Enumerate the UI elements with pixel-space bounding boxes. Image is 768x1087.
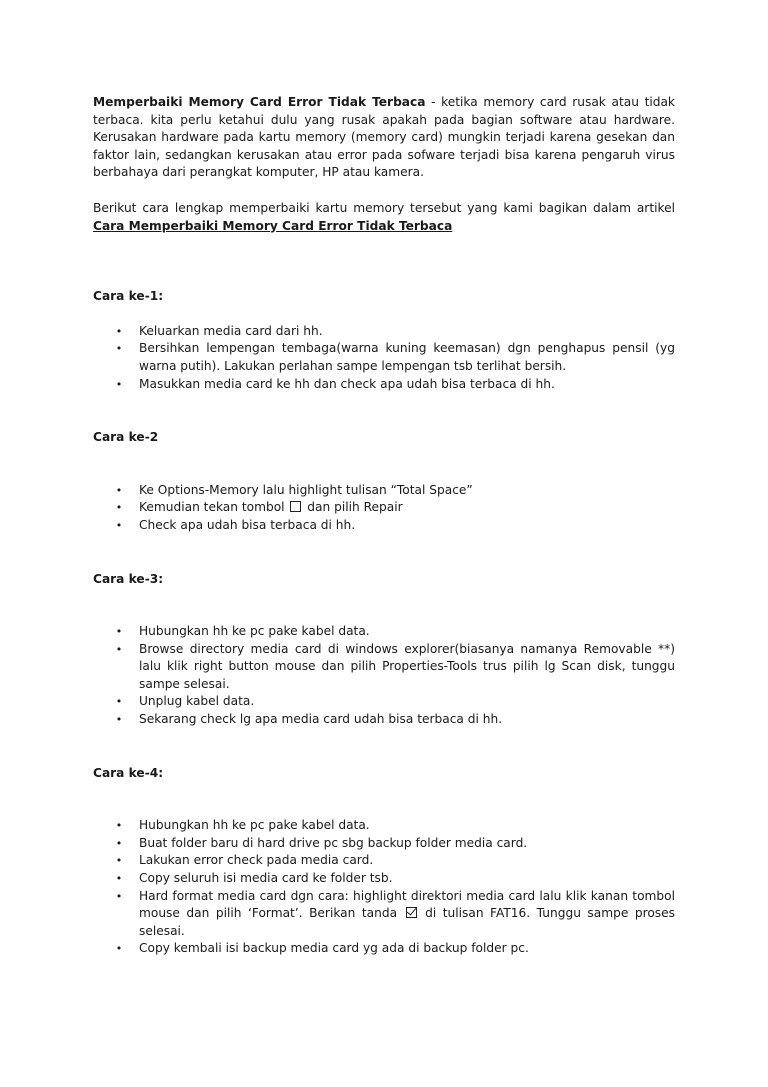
bullet-icon: • [115, 642, 123, 656]
bullet-icon: • [115, 872, 123, 886]
list-item: • Lakukan error check pada media card. [93, 852, 675, 870]
list-item: • Copy kembali isi backup media card yg ada di backup folder pc. [93, 940, 675, 958]
intro-paragraph [93, 94, 675, 182]
bullet-icon: • [115, 324, 123, 338]
article-text: Berikut cara lengkap memperbaiki kartu memory tersebut yang kami bagikan dalam artikel [93, 200, 675, 215]
list-item: • Unplug kabel data. [93, 693, 675, 711]
list-item: • Kemudian tekan tombol dan pilih Repair [93, 499, 675, 517]
bullet-icon: • [115, 377, 123, 391]
checkbox-icon [406, 907, 417, 918]
bullet-icon: • [115, 713, 123, 727]
list-item: • Keluarkan media card dari hh. [93, 323, 675, 341]
list-item: • Copy seluruh isi media card ke folder tsb. [93, 870, 675, 888]
bullet-icon: • [115, 518, 123, 532]
bullet-icon: • [115, 819, 123, 833]
list-item: • Ke Options-Memory lalu highlight tulisan “Total Space” [93, 482, 675, 500]
list-item: • Hubungkan hh ke pc pake kabel data. [93, 817, 675, 835]
section-heading-3: Cara ke-3: [93, 571, 164, 586]
bullet-icon: • [115, 889, 123, 903]
list-item: • Hard format media card dgn cara: highlight direktori media card lalu klik kanan tombol mouse dan pilih ‘Format’. Berikan tanda di tulisan FAT16. Tunggu sampe proses selesai. [93, 888, 675, 941]
steps-list-2 [93, 482, 675, 535]
steps-list-3 [93, 623, 675, 729]
list-item: • Check apa udah bisa terbaca di hh. [93, 517, 675, 535]
bullet-icon: • [115, 483, 123, 497]
intro-text: ketika memory card rusak atau tidak terbaca. kita perlu ketahui dulu yang rusak apakah pada bagian software atau hardware. Kerusakan hardware pada kartu memory (memory card) mungkin terjadi karena gesekan dan faktor lain, sedangkan kerusakan atau error pada sofware terjadi bisa karena pengaruh virus berbahaya dari perangkat komputer, HP atau kamera. [93, 95, 675, 180]
list-item: • Sekarang check lg apa media card udah bisa terbaca di hh. [93, 711, 675, 729]
article-paragraph [93, 200, 675, 235]
section-heading-2: Cara ke-2 [93, 430, 159, 445]
box-icon [290, 501, 301, 512]
steps-list-1 [93, 323, 675, 393]
document-content [93, 94, 675, 958]
bullet-icon: • [115, 625, 123, 639]
list-item: • Hubungkan hh ke pc pake kabel data. [93, 623, 675, 641]
intro-separator: - [425, 95, 442, 109]
list-item: • Buat folder baru di hard drive pc sbg backup folder media card. [93, 835, 675, 853]
bullet-icon: • [115, 501, 123, 515]
section-heading-1: Cara ke-1: [93, 289, 164, 304]
steps-list-4 [93, 817, 675, 958]
section-heading-4: Cara ke-4: [93, 765, 164, 780]
bullet-icon: • [115, 836, 123, 850]
bullet-icon: • [115, 942, 123, 956]
bullet-icon: • [115, 854, 123, 868]
intro-title: Memperbaiki Memory Card Error Tidak Terbaca [93, 95, 426, 109]
list-item: • Masukkan media card ke hh dan check apa udah bisa terbaca di hh. [93, 376, 675, 394]
list-item: • Browse directory media card di windows explorer(biasanya namanya Removable **) lalu klik right button mouse dan pilih Properties-Tools trus pilih lg Scan disk, tunggu sampe selesai. [93, 641, 675, 694]
list-item: • Bersihkan lempengan tembaga(warna kuning keemasan) dgn penghapus pensil (yg warna putih). Lakukan perlahan sampe lempengan tsb terlihat bersih. [93, 340, 675, 375]
article-link[interactable]: Cara Memperbaiki Memory Card Error Tidak Terbaca [93, 218, 453, 233]
bullet-icon: • [115, 342, 123, 356]
bullet-icon: • [115, 695, 123, 709]
